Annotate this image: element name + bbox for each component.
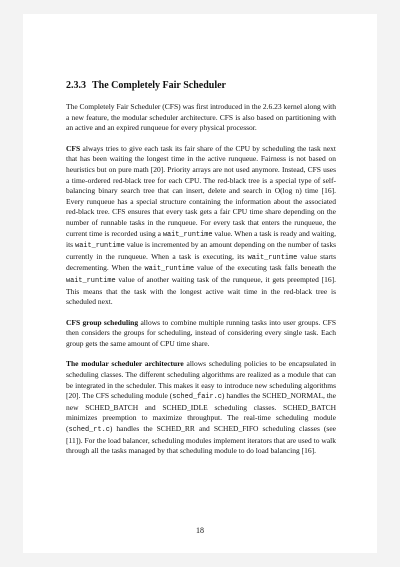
paragraph-group-text: allows to combine multiple running tasks into user groups. CFS then considers the groups for scheduling, instead of considering every single task. Each group gets the same amount of CPU time share. — [66, 317, 336, 348]
paragraph-intro — [66, 102, 336, 134]
paragraph-cfs-lead: CFS — [66, 143, 81, 153]
paragraph-cfs-text-6: value of another waiting task of the runqueue, it gets preempted [16]. This means that the task with the longest active wait time in the red-black tree is scheduled next. — [66, 274, 336, 307]
paragraph-cfs-text-3: value is incremented by an amount depending on the number of tasks currently in the runqueue. When a task is executing, its — [66, 240, 336, 261]
section-number: 2.3.3 — [66, 80, 86, 91]
page-number: 18 — [196, 526, 204, 535]
page-content — [66, 80, 336, 467]
section-title: The Completely Fair Scheduler — [92, 80, 226, 91]
paragraph-modular-text-1: allows scheduling policies to be encapsulated in scheduling classes. The different scheduling algorithms are realized as a module that can be integrated in the scheduler. This makes it easy to introduce new scheduling algorithms [20]. The CFS scheduling module ( — [66, 359, 336, 401]
paragraph-intro-text: The Completely Fair Scheduler (CFS) was first introduced in the 2.6.23 kernel along with a new feature, the modular scheduler architecture. CFS is also based on partitioning with an active and an expired runqueue for every physical processor. — [66, 102, 336, 133]
paragraph-modular-text-3: ) handles the SCHED_RR and SCHED_FIFO scheduling classes (see [11]). For the load balancer, scheduling modules implement iterators that are used to walk through all the tasks managed by that scheduling module to do load balancing [16]. — [66, 424, 336, 456]
paragraph-cfs-text-4: value starts decrementing. When the — [66, 251, 336, 273]
paragraph-cfs — [66, 144, 336, 308]
paragraph-cfs-text-5: value of the executing task falls beneath the — [194, 263, 336, 273]
code-wait-runtime-4: wait_runtime — [144, 265, 195, 274]
paragraph-modular-text-2: ) handles the SCHED_NORMAL, the new SCHED_BATCH and SCHED_IDLE scheduling classes. SCHED_BATCH minimizes preemption to maximize throughput. The real-time scheduling module ( — [66, 391, 336, 434]
section-heading — [66, 80, 336, 92]
paragraph-modular-lead: The modular scheduler architecture — [66, 359, 184, 369]
paragraph-cfs-text-1: always tries to give each task its fair share of the CPU by scheduling the task next that has been waiting the longest time in the active runqueue. Fairness is not based on heuristics but on pure math [20]. Priority arrays are not used anymore. Instead, CFS uses a time-ordered red-black tree for each CPU. The red-black tree is a special type of self-balancing binary search tree that can insert, delete and search in O(log n) time [16]. Every runqueue has a special structure containing the information about the associated red-black tree. CFS ensures that every task gets a fair CPU time share depending on the number of runnable tasks in the runqueue. For every task that enters the runqueue, the current time is recorded using a — [66, 143, 336, 238]
code-wait-runtime-5: wait_runtime — [66, 276, 116, 285]
paragraph-group-scheduling — [66, 318, 336, 350]
code-wait-runtime-1: wait_runtime — [162, 230, 213, 239]
paragraph-cfs-text-2: value. When a task is ready and waiting, its — [66, 228, 336, 250]
code-wait-runtime-3: wait_runtime — [247, 253, 298, 262]
paragraph-modular-architecture — [66, 359, 336, 456]
code-sched-rt: sched_rt.c — [68, 426, 110, 435]
document-page — [23, 14, 377, 553]
paragraph-group-lead: CFS group scheduling — [66, 317, 139, 327]
code-sched-fair: sched_fair.c — [172, 393, 222, 402]
code-wait-runtime-2: wait_runtime — [75, 242, 125, 251]
